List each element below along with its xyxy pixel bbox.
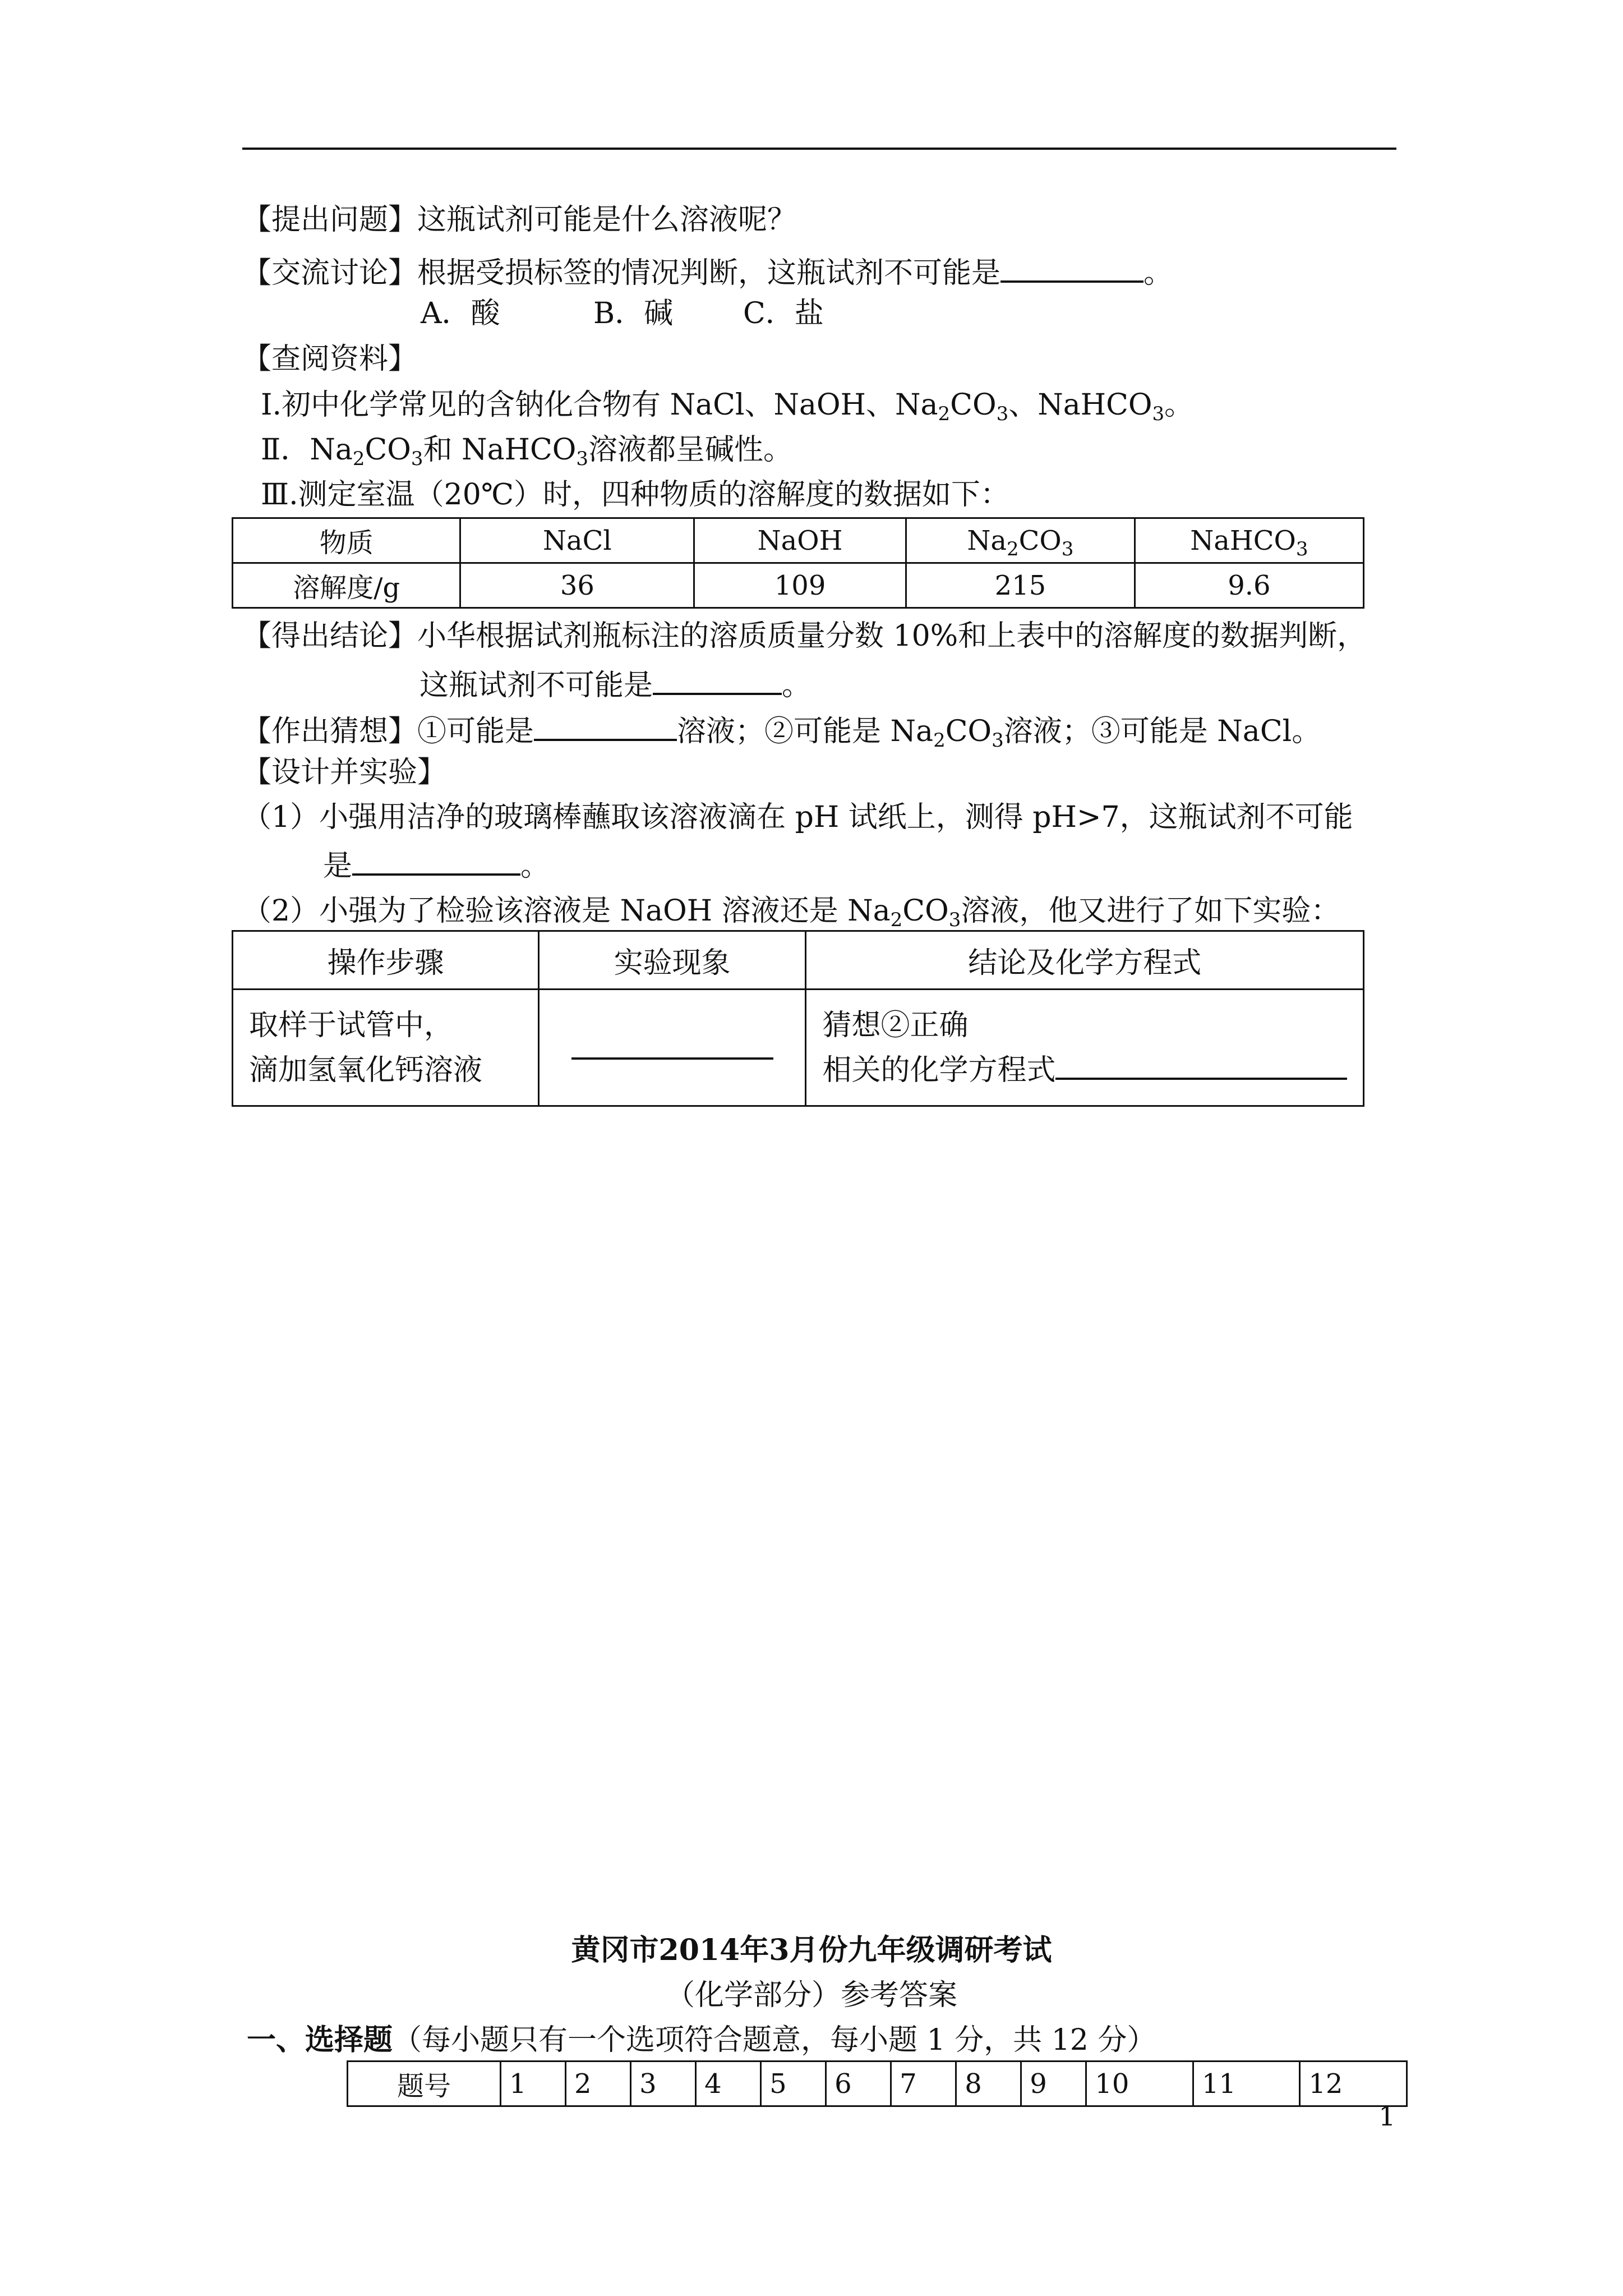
table-cell: 9	[1021, 2062, 1086, 2106]
table-cell: 10	[1086, 2062, 1193, 2106]
table-header: $Na_2CO_3$	[906, 518, 1135, 563]
answer-table	[347, 2060, 1408, 2107]
discussion: 【交流讨论】根据受损标签的情况判断，这瓶试剂不可能是 。	[242, 251, 1173, 291]
phenomenon-cell	[538, 990, 806, 1106]
header-rule	[242, 148, 1396, 150]
table-header: 结论及化学方程式	[806, 931, 1364, 990]
table-row	[233, 518, 1364, 563]
table-cell: 1	[501, 2062, 566, 2106]
question-text: 这瓶试剂可能是什么溶液呢？	[417, 203, 797, 237]
section-label: 【得出结论】	[242, 619, 418, 653]
step-1-line-2: 是 。	[323, 844, 550, 884]
table-header: 操作步骤	[233, 931, 539, 990]
table-cell: 8	[956, 2062, 1021, 2106]
answer-title: 黄冈市2014年3月份九年级调研考试	[571, 1933, 1052, 1967]
conclusion: 【得出结论】小华根据试剂瓶标注的溶质质量分数 10%和上表中的溶解度的数据判断，	[242, 619, 1367, 653]
conclusion-cell: 猜想②正确 相关的化学方程式	[806, 990, 1364, 1106]
table-cell: 36	[460, 563, 694, 608]
table-header: 实验现象	[538, 931, 806, 990]
solubility-table	[232, 517, 1364, 609]
table-cell: 5	[761, 2062, 826, 2106]
answer-section: 一、选择题（每小题只有一个选项符合题意，每小题 1 分，共 12 分）	[247, 2023, 1156, 2057]
info-item-1: Ⅰ.初中化学常见的含钠化合物有 NaCl、NaOH、$Na_2CO_3$、NaHCO$_3$。	[261, 388, 1194, 425]
conclusion-line-2: 这瓶试剂不可能是 。	[419, 664, 811, 703]
table-cell: 7	[891, 2062, 956, 2106]
answer-blank[interactable]	[571, 1028, 773, 1060]
table-row	[233, 931, 1364, 990]
reference-heading: 【查阅资料】	[242, 342, 418, 376]
table-cell: 6	[826, 2062, 891, 2106]
table-cell: 12	[1300, 2062, 1407, 2106]
table-header: 物质	[233, 518, 460, 563]
table-cell: 11	[1193, 2062, 1300, 2106]
experiment-heading: 【设计并实验】	[242, 756, 447, 789]
option-b: B．碱	[593, 297, 674, 330]
section-label: 【交流讨论】	[242, 256, 418, 290]
table-cell: 109	[694, 563, 906, 608]
table-header: NaOH	[694, 518, 906, 563]
table-cell: 溶解度/g	[233, 563, 460, 608]
table-header: NaCl	[460, 518, 694, 563]
answer-blank[interactable]	[534, 710, 677, 741]
answer-blank[interactable]	[1000, 251, 1144, 283]
table-cell: 215	[906, 563, 1135, 608]
section-label: 【提出问题】	[242, 203, 418, 237]
info-item-2: Ⅱ．$Na_2CO_3$和 NaHCO$_3$溶液都呈碱性。	[261, 433, 793, 470]
hypothesis: 【作出猜想】①可能是 溶液；②可能是 $Na_2CO_3$溶液；③可能是 NaCl。	[242, 710, 1321, 749]
operation-cell: 取样于试管中， 滴加氢氧化钙溶液	[233, 990, 539, 1106]
table-row	[233, 563, 1364, 608]
option-c: C．盐	[743, 297, 824, 330]
info-item-3: Ⅲ.测定室温（20℃）时，四种物质的溶解度的数据如下：	[261, 478, 1010, 512]
table-cell: 9.6	[1135, 563, 1363, 608]
table-header: 题号	[348, 2062, 501, 2106]
answer-blank[interactable]	[653, 664, 782, 695]
table-row	[348, 2062, 1407, 2106]
experiment-table	[232, 930, 1364, 1107]
page-number: 1	[1378, 2101, 1396, 2132]
table-cell: 3	[631, 2062, 696, 2106]
answer-blank[interactable]	[352, 844, 520, 876]
step-2: （2）小强为了检验该溶液是 NaOH 溶液还是 $Na_2CO_3$溶液，他又进行了如下实验：	[242, 894, 1340, 931]
answer-subtitle: （化学部分）参考答案	[665, 1978, 957, 2012]
table-header: NaHCO$_3$	[1135, 518, 1363, 563]
option-a: A．酸	[421, 297, 500, 330]
answer-blank[interactable]	[1055, 1048, 1347, 1080]
section-label: 【作出猜想】	[242, 715, 418, 748]
table-cell: 4	[696, 2062, 761, 2106]
step-1: （1）小强用洁净的玻璃棒蘸取该溶液滴在 pH 试纸上，测得 pH>7，这瓶试剂不可能	[242, 800, 1353, 834]
table-cell: 2	[566, 2062, 631, 2106]
question-raise	[242, 202, 796, 238]
discussion-text: 根据受损标签的情况判断，这瓶试剂不可能是	[417, 256, 1001, 290]
table-row	[233, 990, 1364, 1106]
